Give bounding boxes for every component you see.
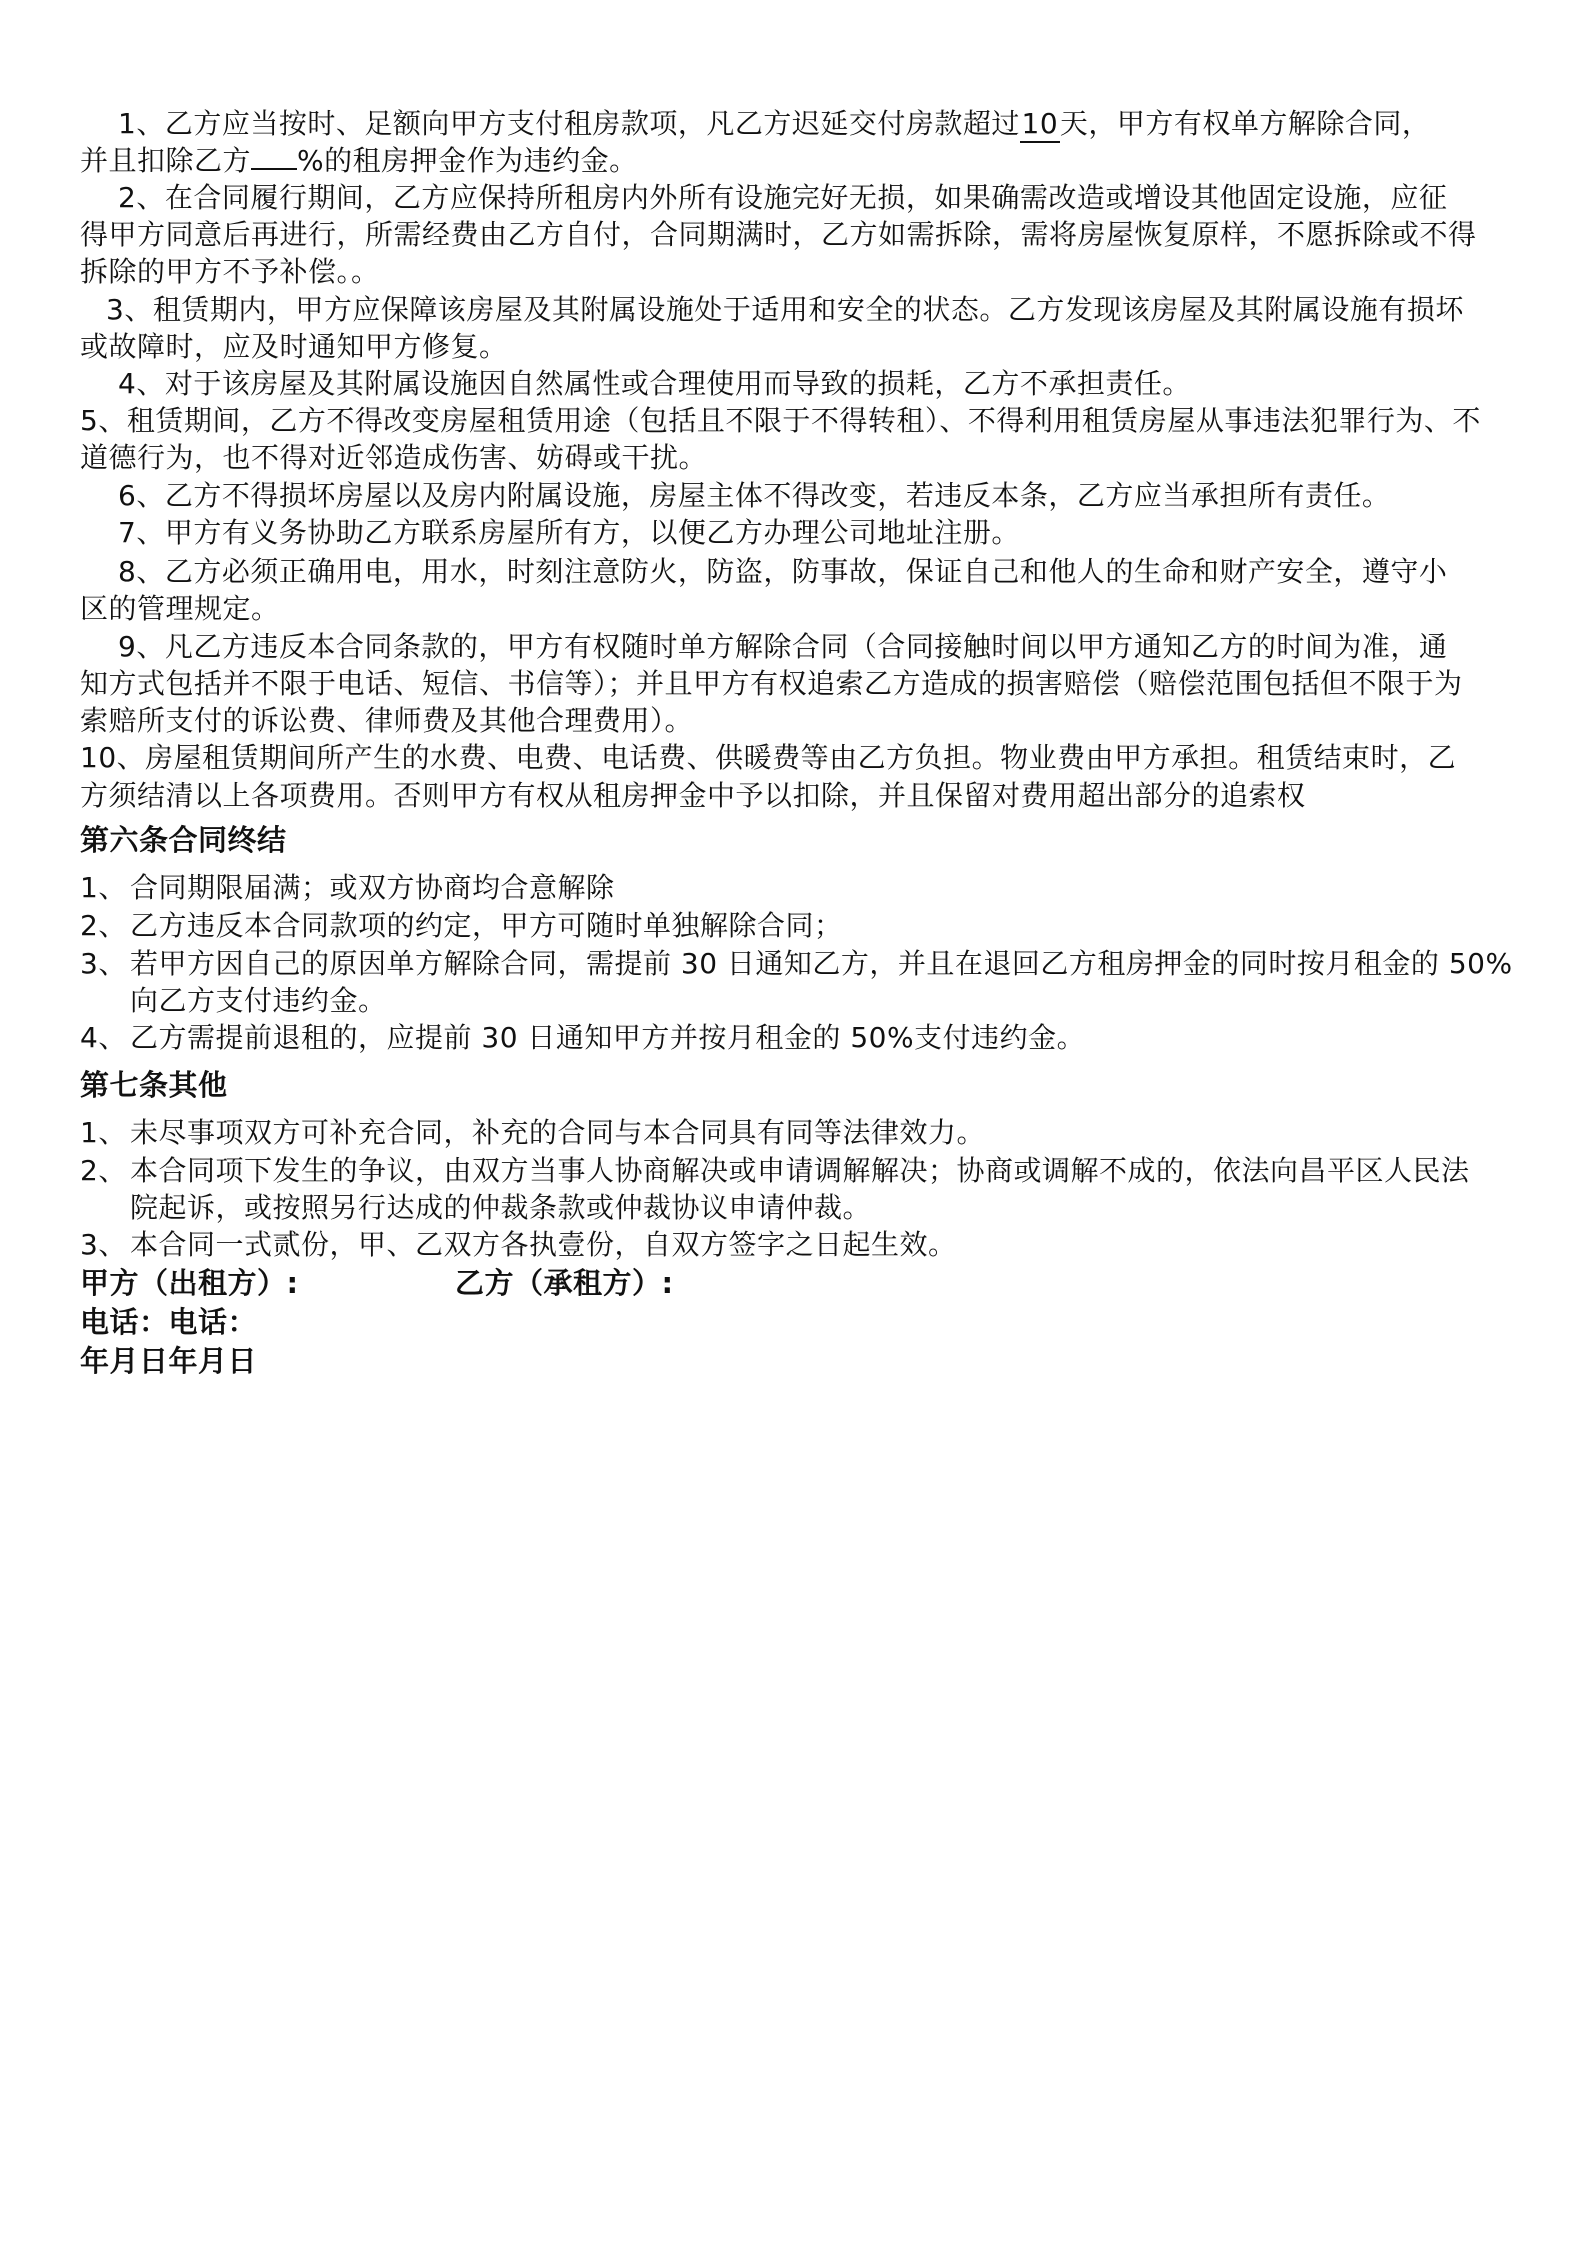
date-labels: 年月日年月日	[80, 1344, 258, 1378]
section-7-item-1	[80, 1113, 985, 1153]
clause-text: 并且扣除乙方	[80, 144, 252, 177]
section-6-item-1	[80, 868, 615, 908]
item-number: 3、	[80, 947, 127, 980]
clause-9-line-2: 知方式包括并不限于电话、短信、书信等）；并且甲方有权追索乙方造成的损害赔偿（赔偿范围包括但不限于为	[80, 667, 1463, 700]
clause-3-line-2: 或故障时，应及时通知甲方修复。	[80, 330, 508, 363]
clause-8-line-1: 8、乙方必须正确用电，用水，时刻注意防火，防盗，防事故，保证自己和他人的生命和财产安全，遵守小	[118, 555, 1448, 588]
item-text: 合同期限届满；或双方协商均合意解除	[130, 871, 615, 904]
item-text: 乙方需提前退租的，应提前 30 日通知甲方并按月租金的 50%支付违约金。	[130, 1021, 1086, 1054]
clause-10-line-2: 方须结清以上各项费用。否则甲方有权从租房押金中予以扣除，并且保留对费用超出部分的追索权	[80, 779, 1306, 812]
clause-9-line-3: 索赔所支付的诉讼费、律师费及其他合理费用）。	[80, 704, 694, 737]
clause-1-line-1	[118, 104, 1430, 144]
item-text: 本合同项下发生的争议，由双方当事人协商解决或申请调解解决；协商或调解不成的，依法向昌平区人民法	[130, 1154, 1470, 1187]
clause-4: 4、对于该房屋及其附属设施因自然属性或合理使用而导致的损耗，乙方不承担责任。	[118, 367, 1191, 400]
clause-text: 天，甲方有权单方解除合同，	[1059, 107, 1431, 140]
phone-labels: 电话：电话：	[80, 1305, 258, 1339]
item-text: 乙方违反本合同款项的约定，甲方可随时单独解除合同；	[130, 909, 843, 942]
clause-6: 6、乙方不得损坏房屋以及房内附属设施，房屋主体不得改变，若违反本条，乙方应当承担所有责任。	[118, 479, 1391, 512]
clause-2-line-1: 2、在合同履行期间，乙方应保持所租房内外所有设施完好无损，如果确需改造或增设其他固定设施，应征	[118, 181, 1448, 214]
item-number: 4、	[80, 1021, 127, 1054]
section-6-heading: 第六条合同终结	[80, 823, 287, 857]
clause-5-line-2: 道德行为，也不得对近邻造成伤害、妨碍或干扰。	[80, 441, 708, 474]
clause-5-line-1: 5、租赁期间，乙方不得改变房屋租赁用途（包括且不限于不得转租）、不得利用租赁房屋从事违法犯罪行为、不	[80, 404, 1481, 437]
clause-2-line-2: 得甲方同意后再进行，所需经费由乙方自付，合同期满时，乙方如需拆除，需将房屋恢复原样，不愿拆除或不得	[80, 218, 1477, 251]
clause-10-line-1: 10、房屋租赁期间所产生的水费、电费、电话费、供暖费等由乙方负担。物业费由甲方承担。租赁结束时，乙	[80, 741, 1457, 774]
section-7-item-2-cont: 院起诉，或按照另行达成的仲裁条款或仲裁协议申请仲裁。	[130, 1191, 872, 1224]
clause-3-line-1: 3、租赁期内，甲方应保障该房屋及其附属设施处于适用和安全的状态。乙方发现该房屋及其附属设施有损坏	[106, 293, 1464, 326]
section-6-item-3	[80, 944, 1513, 984]
party-b-signature-label: 乙方（承租方）:	[455, 1266, 674, 1300]
clause-8-line-2: 区的管理规定。	[80, 592, 280, 625]
section-7-heading: 第七条其他	[80, 1068, 228, 1102]
item-number: 2、	[80, 1154, 127, 1187]
item-text: 未尽事项双方可补充合同，补充的合同与本合同具有同等法律效力。	[130, 1116, 986, 1149]
item-number: 3、	[80, 1228, 127, 1261]
section-7-item-3	[80, 1225, 957, 1265]
clause-text: %的租房押金作为违约金。	[297, 144, 638, 177]
item-text: 本合同一式贰份，甲、乙双方各执壹份，自双方签字之日起生效。	[130, 1228, 957, 1261]
item-text: 若甲方因自己的原因单方解除合同，需提前 30 日通知乙方，并且在退回乙方租房押金的同时按月租金的 50%	[130, 947, 1513, 980]
clause-7: 7、甲方有义务协助乙方联系房屋所有方，以便乙方办理公司地址注册。	[118, 516, 1020, 549]
deposit-percent-blank	[251, 168, 297, 170]
clause-2-line-3: 拆除的甲方不予补偿。。	[80, 255, 380, 288]
section-6-item-3-cont: 向乙方支付违约金。	[130, 984, 387, 1017]
clause-1-line-2	[80, 141, 638, 181]
overdue-days-blank: 10	[1020, 107, 1060, 143]
item-number: 2、	[80, 909, 127, 942]
clause-text: 1、乙方应当按时、足额向甲方支付租房款项，凡乙方迟延交付房款超过	[118, 107, 1020, 140]
clause-9-line-1: 9、凡乙方违反本合同条款的，甲方有权随时单方解除合同（合同接触时间以甲方通知乙方的时间为准，通	[118, 630, 1448, 663]
party-a-signature-label: 甲方（出租方）:	[80, 1266, 299, 1300]
section-7-item-2	[80, 1151, 1470, 1191]
item-number: 1、	[80, 871, 127, 904]
section-6-item-4	[80, 1018, 1085, 1058]
section-6-item-2	[80, 906, 843, 946]
item-number: 1、	[80, 1116, 127, 1149]
